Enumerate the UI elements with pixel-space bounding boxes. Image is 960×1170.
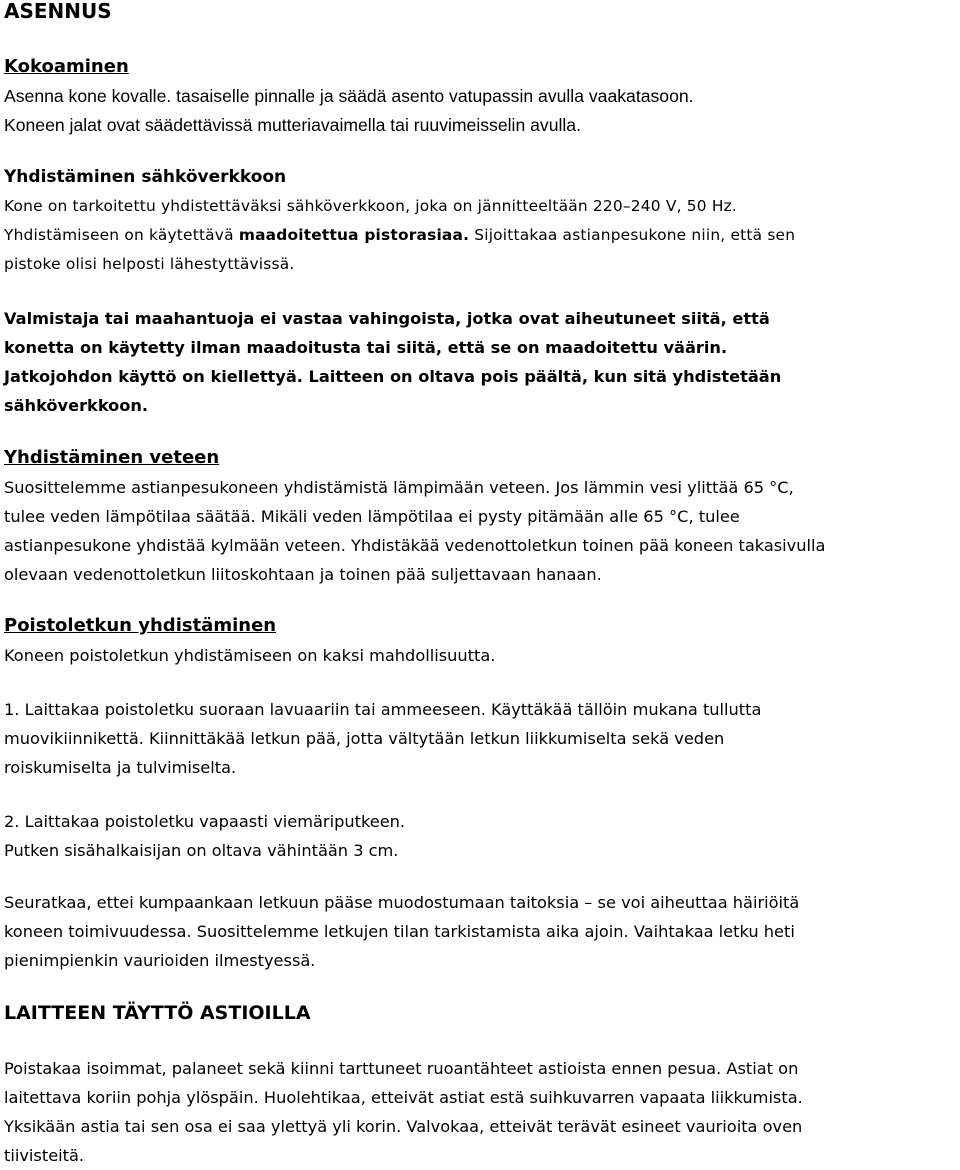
drain-note (4, 888, 956, 975)
grounded-socket-text: maadoitettua pistorasiaa. (238, 226, 470, 244)
water-heading: Yhdistäminen veteen (4, 447, 220, 468)
water-line: tulee veden lämpötilaa säätää. Mikäli veden lämpötilaa ei pysty pitämään alle 65 °C, tulee (4, 507, 740, 526)
assembly-text (4, 82, 956, 140)
warning-line: Jatkojohdon käyttö on kiellettyä. Laitteen on oltava pois päältä, kun sitä yhdistetään (4, 367, 782, 386)
loading-line: Yksikään astia tai sen osa ei saa ylettyä yli korin. Valvokaa, etteivät terävät esineet vaurioita oven (4, 1117, 803, 1136)
power-line-1: Kone on tarkoitettu yhdistettäväksi sähköverkkoon, joka on jännitteeltään 220–240 V, 50 Hz. (4, 197, 738, 215)
water-line: Suosittelemme astianpesukoneen yhdistämistä lämpimään veteen. Jos lämmin vesi ylittää 65 °C, (4, 478, 794, 497)
drain-note-line: pienimpienkin vaurioiden ilmestyessä. (4, 951, 316, 970)
power-heading: Yhdistäminen sähköverkkoon (4, 167, 287, 187)
drain-option-1-line: muovikiinnikettä. Kiinnittäkää letkun pää, jotta vältytään letkun liikkumiselta sekä veden (4, 729, 725, 748)
power-line-2 (4, 221, 956, 250)
warning-line: konetta on käytetty ilman maadoitusta tai siitä, että se on maadoitettu väärin. (4, 338, 728, 357)
warning-text (4, 304, 956, 420)
drain-heading: Poistoletkun yhdistäminen (4, 615, 277, 636)
drain-intro: Koneen poistoletkun yhdistämiseen on kaksi mahdollisuutta. (4, 646, 496, 665)
power-line-2-prefix: Yhdistämiseen on käytettävä (4, 226, 239, 244)
loading-line: tiivisteitä. (4, 1146, 85, 1165)
warning-line: sähköverkkoon. (4, 396, 149, 415)
drain-option-2-line: Putken sisähalkaisijan on oltava vähintään 3 cm. (4, 841, 399, 860)
water-text (4, 473, 956, 589)
drain-note-line: koneen toimivuudessa. Suosittelemme letkujen tilan tarkistamista aika ajoin. Vaihtakaa letku heti (4, 922, 795, 941)
loading-text (4, 1054, 956, 1170)
assembly-line: Koneen jalat ovat säädettävissä mutteriavaimella tai ruuvimeisselin avulla. (4, 115, 581, 135)
loading-line: Poistakaa isoimmat, palaneet sekä kiinni tarttuneet ruoantähteet astioista ennen pesua. Astiat on (4, 1059, 799, 1078)
main-title: ASENNUS (4, 0, 112, 23)
water-line: olevaan vedenottoletkun liitoskohtaan ja toinen pää suljettavaan hanaan. (4, 565, 602, 584)
assembly-heading: Kokoaminen (4, 56, 129, 77)
loading-heading: LAITTEEN TÄYTTÖ ASTIOILLA (4, 1002, 311, 1024)
drain-option-1-line: roiskumiselta ja tulvimiselta. (4, 758, 237, 777)
drain-option-2-line: 2. Laittakaa poistoletku vapaasti viemäriputkeen. (4, 812, 406, 831)
drain-note-line: Seuratkaa, ettei kumpaankaan letkuun pääse muodostumaan taitoksia – se voi aiheuttaa häiriöitä (4, 893, 800, 912)
assembly-line: Asenna kone kovalle. tasaiselle pinnalle ja säädä asento vatupassin avulla vaakatasoon. (4, 86, 694, 106)
power-line-2-suffix: Sijoittakaa astianpesukone niin, että sen (469, 226, 796, 244)
water-line: astianpesukone yhdistää kylmään veteen. Yhdistäkää vedenottoletkun toinen pää koneen takasivulla (4, 536, 826, 555)
power-line-3: pistoke olisi helposti lähestyttävissä. (4, 255, 295, 273)
loading-line: laitettava koriin pohja ylöspäin. Huolehtikaa, etteivät astiat estä suihkuvarren vapaata liikkumista. (4, 1088, 803, 1107)
drain-option-1-line: 1. Laittakaa poistoletku suoraan lavuaariin tai ammeeseen. Käyttäkää tällöin mukana tullutta (4, 700, 762, 719)
drain-option-1 (4, 695, 956, 782)
drain-option-2 (4, 807, 956, 865)
power-text (4, 192, 956, 279)
warning-line: Valmistaja tai maahantuoja ei vastaa vahingoista, jotka ovat aiheutuneet siitä, että (4, 309, 770, 328)
